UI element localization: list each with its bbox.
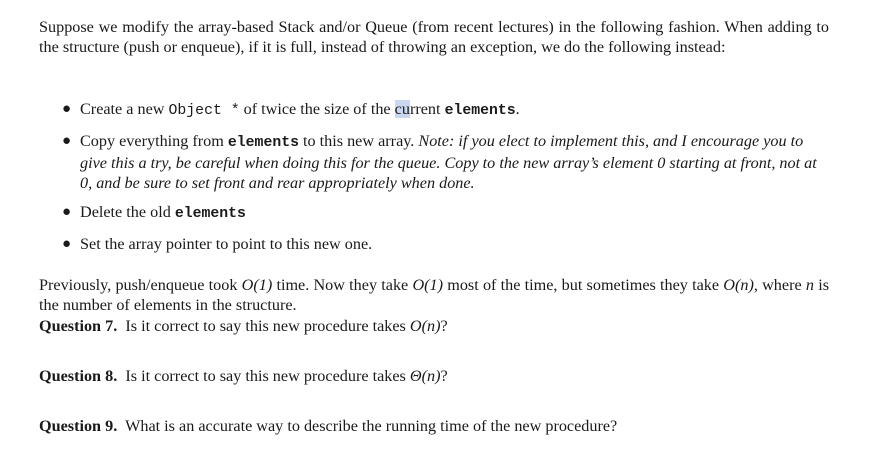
- list-item: [62, 234, 822, 254]
- complexity-paragraph: Previously, push/enqueue took Ο(1) time. Now they take Ο(1) most of the time, but sometimes they take Ο(n), where n is the number of elements in the structure.: [39, 276, 829, 314]
- bullet-icon: ●: [62, 236, 72, 252]
- list-item: [62, 99, 822, 121]
- question-9: Question 9. What is an accurate way to describe the running time of the new procedure?: [39, 417, 618, 435]
- bullet-icon: ●: [62, 101, 72, 117]
- question-7: Question 7. Is it correct to say this new procedure takes Ο(n)?: [39, 317, 448, 335]
- bullet-icon: ●: [62, 204, 72, 220]
- bullet-icon: ●: [62, 133, 72, 149]
- list-item-text: Set the array pointer to point to this new one.: [80, 235, 373, 253]
- list-item-text: Create a new Object * of twice the size of the current elements.: [80, 100, 520, 119]
- list-item-text: Delete the old elements: [80, 203, 246, 222]
- question-label: Question 8.: [39, 367, 118, 385]
- note-text: Note: if you elect to implement this, and I encourage you to give this a try, be careful when doing this for the queue. Copy to the new array’s element 0 starting at front, not at 0, and be sure to set front and rear appropriately when done.: [80, 132, 817, 192]
- list-item: [62, 202, 822, 224]
- question-label: Question 7.: [39, 317, 118, 335]
- list-item-text: Copy everything from elements to this new array. Note: if you elect to implement this, and I encourage you to give this a try, be careful when doing this for the queue. Copy to the new array’s element 0 starting at front, not at 0, and be sure to set front and rear appropriately when done.: [80, 132, 817, 192]
- question-label: Question 9.: [39, 417, 118, 435]
- list-item: [62, 131, 822, 193]
- intro-paragraph: Suppose we modify the array-based Stack and/or Queue (from recent lectures) in the following fashion. When adding to the structure (push or enqueue), if it is full, instead of throwing an exception, we do the following instead:: [39, 18, 829, 56]
- question-8: Question 8. Is it correct to say this new procedure takes Θ(n)?: [39, 367, 448, 385]
- highlighted-text: cu: [394, 100, 410, 118]
